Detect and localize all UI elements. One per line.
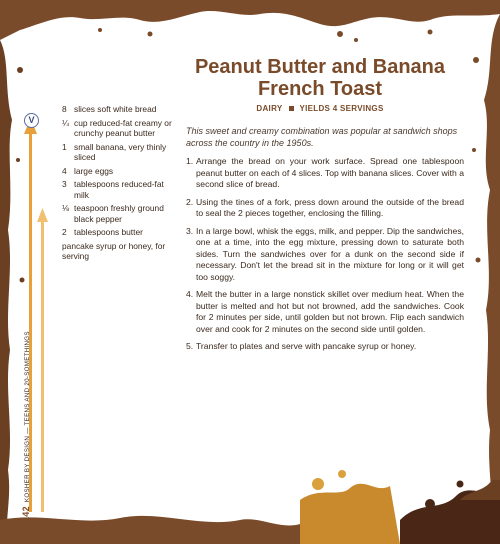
step-number: 3. — [186, 225, 194, 236]
recipe-title-line1: Peanut Butter and Banana — [194, 56, 446, 78]
ingredient-name: teaspoon freshly ground black pepper — [74, 203, 164, 224]
step-number: 1. — [186, 156, 194, 166]
ingredient-name: large eggs — [74, 165, 114, 176]
ingredient-item — [62, 179, 180, 200]
ingredient-qty: ⅛ — [62, 203, 69, 213]
ingredient-item — [62, 241, 180, 262]
ingredient-name: cup reduced-fat creamy or crunchy peanut butter — [74, 117, 172, 138]
ingredient-item — [62, 104, 180, 115]
recipe-intro: This sweet and creamy combination was popular at sandwich shops across the country in the 1950s. — [186, 126, 458, 148]
instruction-step — [186, 341, 464, 353]
step-text: Arrange the bread on your work surface. Spread one tablespoon peanut butter on each of 4 slices. Top with banana slices. Cover with a second slice of bread. — [196, 156, 464, 189]
recipe-title-line2: French Toast — [257, 78, 383, 100]
ingredient-name: tablespoons butter — [74, 227, 143, 237]
ingredient-name: pancake syrup or honey, for serving — [62, 240, 166, 261]
ingredient-name: tablespoons reduced-fat milk — [74, 179, 164, 200]
step-text: Melt the butter in a large nonstick skillet over medium heat. When the butter is melted and hot but not browned, add the sandwiches. Cook for 2 minutes per side, until golden but not brown. Flip each sandwich over and cook for 2 minutes on the second side until golden. — [196, 289, 464, 334]
recipe-meta — [180, 104, 460, 113]
instruction-list — [186, 156, 464, 359]
ingredient-qty: 1 — [62, 141, 67, 152]
step-text: Using the tines of a fork, press down around the outside of the bread to seal the 2 pieces together, enclosing the filling. — [196, 196, 464, 218]
yield-label: YIELDS 4 SERVINGS — [299, 104, 384, 113]
instruction-step — [186, 197, 464, 220]
recipe-title — [180, 56, 460, 100]
step-number: 4. — [186, 289, 194, 299]
step-number: 5. — [186, 341, 194, 351]
square-bullet-icon — [289, 106, 294, 111]
ingredient-qty: 8 — [62, 104, 67, 114]
ingredient-qty: 2 — [62, 227, 67, 237]
ingredient-qty: ¼ — [62, 117, 69, 128]
ingredient-name: slices soft white bread — [74, 104, 157, 114]
step-text: In a large bowl, whisk the eggs, milk, and pepper. Dip the sandwiches, one at a time, into the egg mixture, pressing down to saturate both sides. Turn the sandwiches over for a dunk on the second side if necessary. Don't let the bread sit in the mixture for long or it will get too soggy. — [196, 225, 464, 282]
ingredient-name: small banana, very thinly sliced — [74, 141, 167, 162]
page-number: 142 — [21, 506, 31, 522]
ingredient-list — [62, 104, 180, 265]
page-footer-vertical — [21, 331, 31, 522]
instruction-step — [186, 156, 464, 191]
step-number: 2. — [186, 196, 194, 207]
ingredient-qty: 3 — [62, 179, 67, 189]
step-text: Transfer to plates and serve with pancake syrup or honey. — [196, 341, 417, 351]
instruction-step — [186, 289, 464, 335]
running-title: KOSHER BY DESIGN — TEENS AND 20-SOMETHINGS — [24, 331, 31, 503]
instruction-step — [186, 226, 464, 284]
category-label: DAIRY — [256, 104, 283, 113]
ingredient-item — [62, 118, 180, 139]
ingredient-item — [62, 166, 180, 177]
ingredient-qty: 4 — [62, 165, 67, 176]
vegetarian-badge: V — [24, 113, 39, 128]
ingredient-item — [62, 227, 180, 238]
ingredient-item — [62, 203, 180, 224]
ingredient-item — [62, 142, 180, 163]
